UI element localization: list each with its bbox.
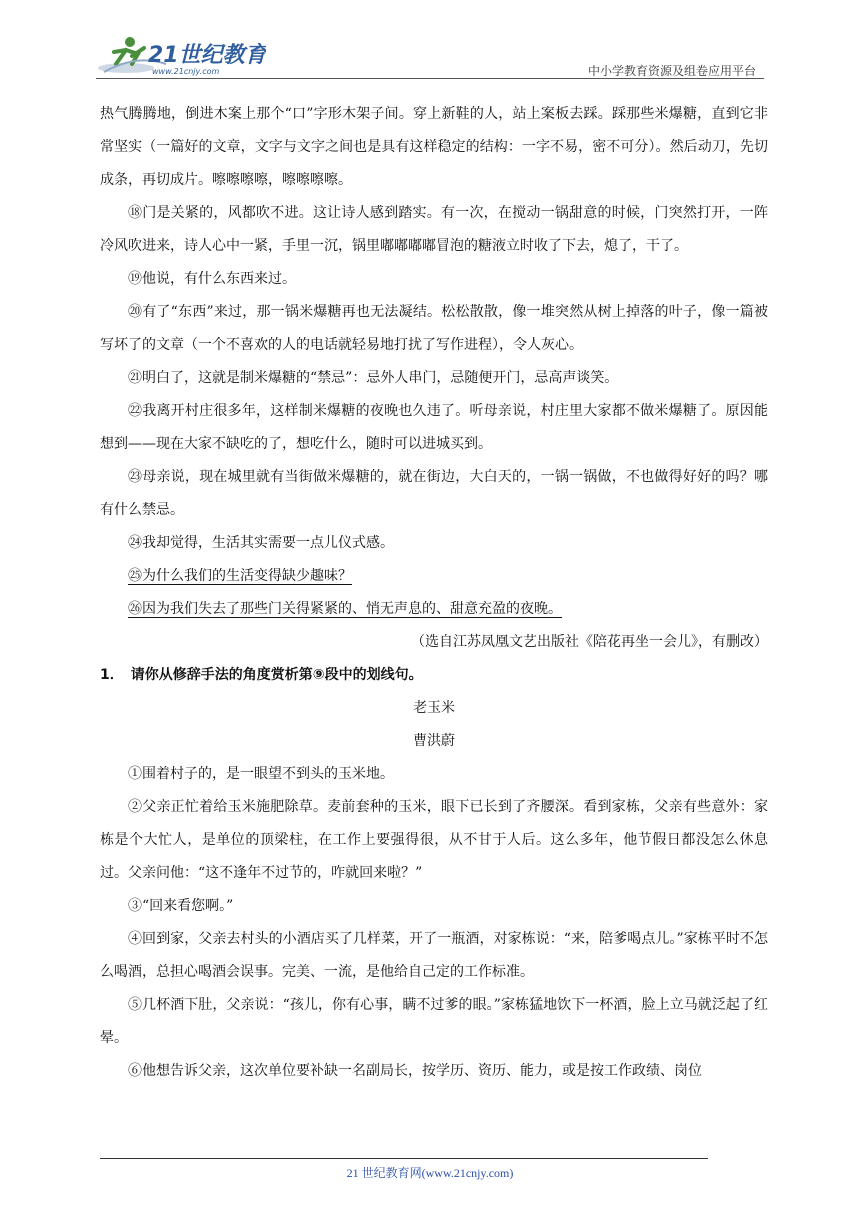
svg-text:21世纪教育: 21世纪教育 (148, 43, 266, 68)
underlined-sentence (100, 593, 768, 626)
story-paragraph: ①围着村子的，是一眼望不到头的玉米地。 (128, 766, 394, 782)
story-paragraph: ⑤几杯酒下肚，父亲说：“孩儿，你有心事，瞒不过爹的眼。”家栋猛地饮下一杯酒，脸上立马就泛起了红晕。 (100, 997, 768, 1046)
header-divider (96, 78, 764, 79)
paragraph: ㉒我离开村庄很多年，这样制米爆糖的夜晚也久违了。听母亲说，村庄里大家都不做米爆糖了。原因能想到——现在大家不缺吃的了，想吃什么，随时可以进城买到。 (100, 403, 768, 452)
paragraph: ⑲他说，有什么东西来过。 (128, 271, 296, 287)
paragraph: 热气腾腾地，倒进木案上那个“口”字形木架子间。穿上新鞋的人，站上案板去踩。踩那些米爆糖，直到它非常坚实（一篇好的文章，文字与文字之间也是具有这样稳定的结构：一字不易，密不可分）。然后动刀，先切成条，再切成片。嚓嚓嚓嚓，嚓嚓嚓嚓。 (100, 106, 768, 188)
story-paragraph: ④回到家，父亲去村头的小酒店买了几样菜，开了一瓶酒，对家栋说：“来，陪爹喝点儿。”家栋平时不怎么喝酒，总担心喝酒会误事。完美、一流，是他给自己定的工作标准。 (100, 931, 768, 980)
story-paragraph: ②父亲正忙着给玉米施肥除草。麦前套种的玉米，眼下已长到了齐腰深。看到家栋，父亲有些意外：家栋是个大忙人，是单位的顶梁柱，在工作上要强得很，从不甘于人后。这么多年，他节假日都没怎么休息过。父亲问他：“这不逢年不过节的，咋就回来啦？” (100, 799, 768, 881)
question-1: 1． 请你从修辞手法的角度赏析第⑨段中的划线句。 (100, 667, 423, 683)
paragraph: ⑳有了“东西”来过，那一锅米爆糖再也无法凝结。松松散散，像一堆突然从树上掉落的叶子，像一篇被写坏了的文章（一个不喜欢的人的电话就轻易地打扰了写作进程），令人灰心。 (100, 304, 768, 353)
underlined-sentence (100, 560, 768, 593)
svg-text:www.21cnjy.com: www.21cnjy.com (152, 67, 220, 76)
page-header (96, 34, 764, 80)
underlined-text: ㉕为什么我们的生活变得缺少趣味？ (128, 568, 352, 584)
story-paragraph: ⑥他想告诉父亲，这次单位要补缺一名副局长，按学历、资历、能力，或是按工作政绩、岗位 (128, 1063, 702, 1079)
paragraph: ㉑明白了，这就是制米爆糖的“禁忌”：忌外人串门，忌随便开门，忌高声谈笑。 (128, 370, 619, 386)
story-paragraph: ③“回来看您啊。” (128, 898, 234, 914)
runner-logo-icon (96, 34, 266, 78)
site-logo (96, 34, 266, 78)
page-footer: 21 世纪教育网(www.21cnjy.com) (346, 1166, 514, 1180)
platform-name: 中小学教育资源及组卷应用平台 (587, 64, 756, 78)
paragraph: ㉓母亲说，现在城里就有当街做米爆糖的，就在街边，大白天的，一锅一锅做，不也做得好好的吗？哪有什么禁忌。 (100, 469, 768, 518)
source-citation: （选自江苏凤凰文艺出版社《陪花再坐一会儿》，有删改） (411, 634, 768, 650)
footer-divider (100, 1158, 708, 1159)
underlined-text: ㉖因为我们失去了那些门关得紧紧的、悄无声息的、甜意充盈的夜晚。 (128, 601, 562, 617)
paragraph: ⑱门是关紧的，风都吹不进。这让诗人感到踏实。有一次，在搅动一锅甜意的时候，门突然打开，一阵冷风吹进来，诗人心中一紧，手里一沉，锅里嘟嘟嘟嘟冒泡的糖液立时收了下去，熄了，干了。 (100, 205, 768, 254)
story-title: 老玉米 (413, 700, 455, 716)
story-author: 曹洪蔚 (413, 733, 455, 749)
document-body (100, 98, 768, 1088)
paragraph: ㉔我却觉得，生活其实需要一点儿仪式感。 (128, 535, 394, 551)
